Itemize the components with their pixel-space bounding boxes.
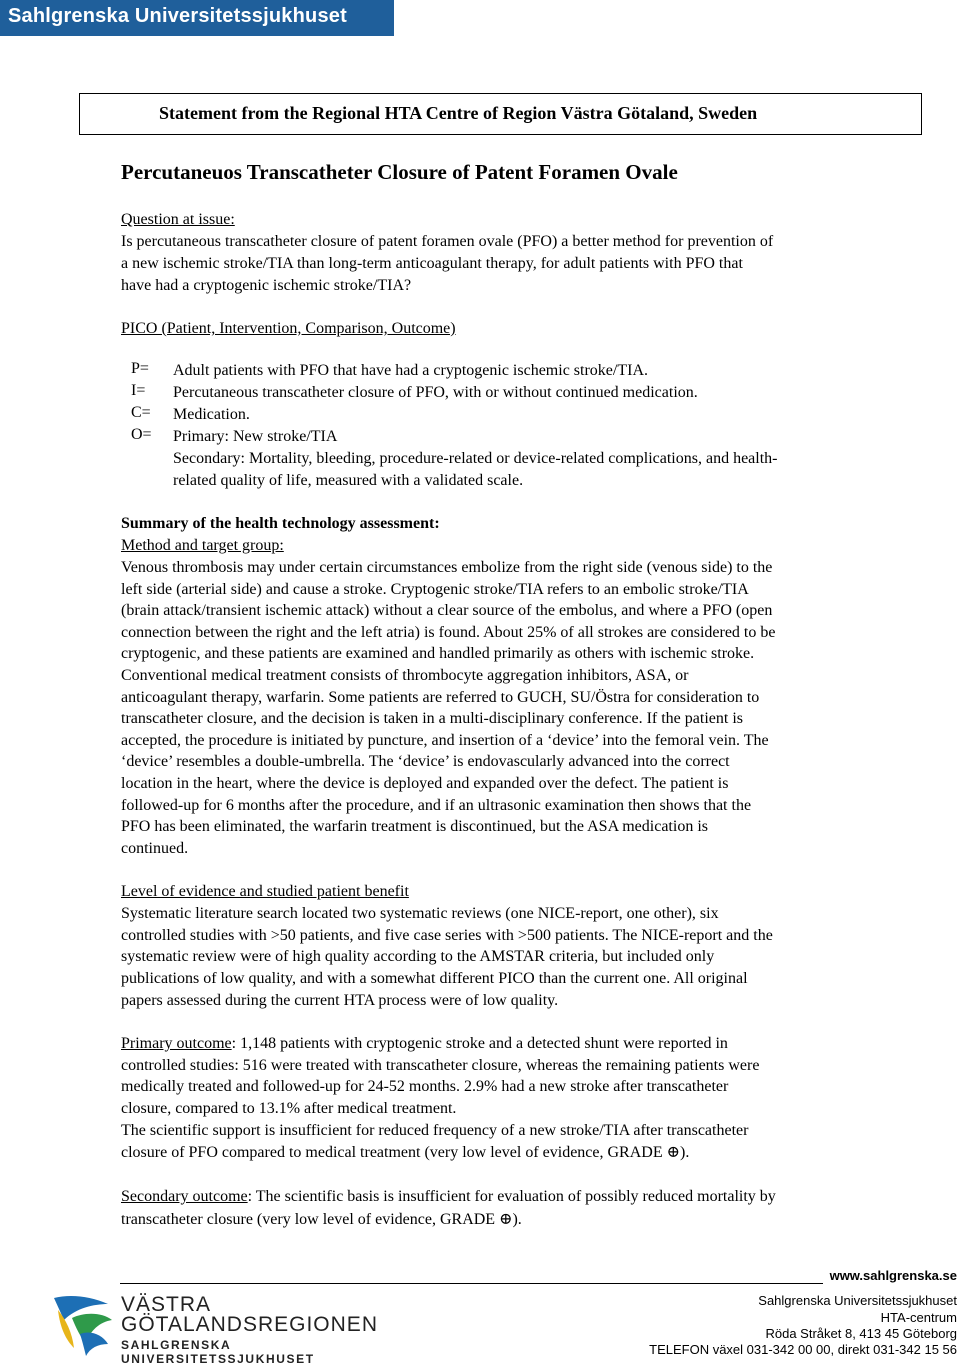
primary-outcome-first-line bbox=[121, 1033, 728, 1055]
evidence-line: Systematic literature search located two systematic reviews (one NICE-report, one other), six bbox=[121, 905, 719, 922]
logo-text-vastra: VÄSTRA bbox=[121, 1293, 212, 1316]
pico-o-secondary: related quality of life, measured with a validated scale. bbox=[173, 472, 524, 489]
footer-phone: TELEFON växel 031-342 00 00, direkt 031-342 15 56 bbox=[649, 1342, 957, 1357]
statement-box bbox=[79, 93, 922, 135]
logo-text-region: GÖTALANDSREGIONEN bbox=[121, 1313, 378, 1336]
pico-i-key: I= bbox=[131, 382, 146, 399]
primary-outcome-line: closure, compared to 13.1% after medical treatment. bbox=[121, 1100, 457, 1117]
evidence-line: papers assessed during the current HTA process were of low quality. bbox=[121, 992, 559, 1009]
question-line: have had a cryptogenic ischemic stroke/TIA? bbox=[121, 277, 412, 294]
method-line: ‘device’ resembles a double-umbrella. The ‘device’ is endovascularly advanced into the correct bbox=[121, 753, 730, 770]
pico-p-value: Adult patients with PFO that have had a cryptogenic ischemic stroke/TIA. bbox=[173, 362, 648, 379]
method-line: cryptogenic, and these patients are examined and handled primarily as others with ischemic stroke. bbox=[121, 645, 755, 662]
pico-o-key: O= bbox=[131, 426, 152, 443]
method-line: transcatheter closure, and the decision is taken in a multi-disciplinary conference. If the patient is bbox=[121, 710, 743, 727]
pico-o-value: Primary: New stroke/TIA bbox=[173, 428, 338, 445]
secondary-outcome-label: Secondary outcome bbox=[121, 1188, 248, 1205]
method-line: PFO has been eliminated, the warfarin treatment is discontinued, but the ASA medication is bbox=[121, 818, 708, 835]
pico-o-secondary: Secondary: Mortality, bleeding, procedure-related or device-related complications, and health- bbox=[173, 450, 778, 467]
footer-divider bbox=[120, 1283, 823, 1284]
pico-i-value: Percutaneous transcatheter closure of PFO, with or without continued medication. bbox=[173, 384, 698, 401]
method-line: followed-up for 6 months after the procedure, and if an ultrasonic examination then shows that the bbox=[121, 797, 752, 814]
footer-url-link[interactable]: www.sahlgrenska.se bbox=[829, 1268, 957, 1283]
question-line: Is percutaneous transcatheter closure of patent foramen ovale (PFO) a better method for prevention of bbox=[121, 233, 774, 250]
evidence-line: systematic review were of high quality according to the AMSTAR criteria, but included only bbox=[121, 948, 715, 965]
pico-c-key: C= bbox=[131, 404, 151, 421]
footer-address: Röda Stråket 8, 413 45 Göteborg bbox=[765, 1326, 957, 1341]
vgr-logo bbox=[50, 1290, 390, 1366]
method-line: connection between the right and the left atria) is found. About 25% of all strokes are considered to be bbox=[121, 624, 776, 641]
document-title: Percutaneuos Transcatheter Closure of Patent Foramen Ovale bbox=[121, 160, 678, 184]
footer-centre: HTA-centrum bbox=[880, 1310, 957, 1325]
method-line: Venous thrombosis may under certain circumstances embolize from the right side (venous side) to the bbox=[121, 559, 773, 576]
pico-c-value: Medication. bbox=[173, 406, 250, 423]
method-line: continued. bbox=[121, 840, 189, 857]
method-line: location in the heart, where the device is deployed and expanded over the defect. The patient is bbox=[121, 775, 729, 792]
footer-org: Sahlgrenska Universitetssjukhuset bbox=[758, 1293, 957, 1308]
banner-title: Sahlgrenska Universitetssjukhuset bbox=[8, 5, 347, 27]
pico-p-key: P= bbox=[131, 360, 149, 377]
evidence-line: controlled studies with >50 patients, and five case series with >500 patients. The NICE-report and the bbox=[121, 927, 773, 944]
evidence-heading: Level of evidence and studied patient benefit bbox=[121, 883, 409, 900]
method-line: accepted, the procedure is initiated by puncture, and insertion of a ‘device’ into the femoral vein. The bbox=[121, 732, 769, 749]
primary-outcome-line: The scientific support is insufficient for reduced frequency of a new stroke/TIA after transcatheter bbox=[121, 1122, 749, 1139]
method-line: anticoagulant therapy, warfarin. Some patients are referred to GUCH, SU/Östra for consideration to bbox=[121, 689, 760, 706]
primary-outcome-text: : 1,148 patients with cryptogenic stroke and a detected shunt were reported in bbox=[231, 1035, 728, 1052]
pico-heading: PICO (Patient, Intervention, Comparison, Outcome) bbox=[121, 320, 456, 337]
question-heading: Question at issue: bbox=[121, 211, 235, 228]
statement-title: Statement from the Regional HTA Centre of Region Västra Götaland, Sweden bbox=[159, 103, 758, 123]
primary-outcome-line: closure of PFO compared to medical treatment (very low level of evidence, GRADE ⊕). bbox=[121, 1144, 690, 1161]
summary-heading: Summary of the health technology assessment: bbox=[121, 515, 440, 532]
vgr-emblem-icon bbox=[50, 1290, 118, 1356]
primary-outcome-label: Primary outcome bbox=[121, 1035, 232, 1052]
secondary-outcome-line: transcatheter closure (very low level of evidence, GRADE ⊕). bbox=[121, 1211, 522, 1228]
primary-outcome-line: medically treated and followed-up for 24-52 months. 2.9% had a new stroke after transcatheter bbox=[121, 1078, 729, 1095]
primary-outcome-line: controlled studies: 516 were treated with transcatheter closure, whereas the remaining patients were bbox=[121, 1057, 760, 1074]
method-heading: Method and target group: bbox=[121, 537, 284, 554]
secondary-outcome-text: : The scientific basis is insufficient for evaluation of possibly reduced mortality by bbox=[247, 1188, 776, 1205]
method-line: left side (arterial side) and cause a stroke. Cryptogenic stroke/TIA refers to an embolic stroke/TIA bbox=[121, 581, 749, 598]
question-line: a new ischemic stroke/TIA than long-term anticoagulant therapy, for adult patients with PFO that bbox=[121, 255, 743, 272]
logo-text-hospital: SAHLGRENSKA UNIVERSITETSSJUKHUSET bbox=[121, 1338, 315, 1366]
method-line: (brain attack/transient ischemic attack) without a clear source of the embolus, and where a PFO (open bbox=[121, 602, 773, 619]
evidence-line: publications of low quality, and with a somewhat different PICO than the current one. All original bbox=[121, 970, 748, 987]
hospital-banner bbox=[0, 0, 394, 36]
secondary-outcome-first-line bbox=[121, 1186, 776, 1208]
method-line: Conventional medical treatment consists of thrombocyte aggregation inhibitors, ASA, or bbox=[121, 667, 689, 684]
